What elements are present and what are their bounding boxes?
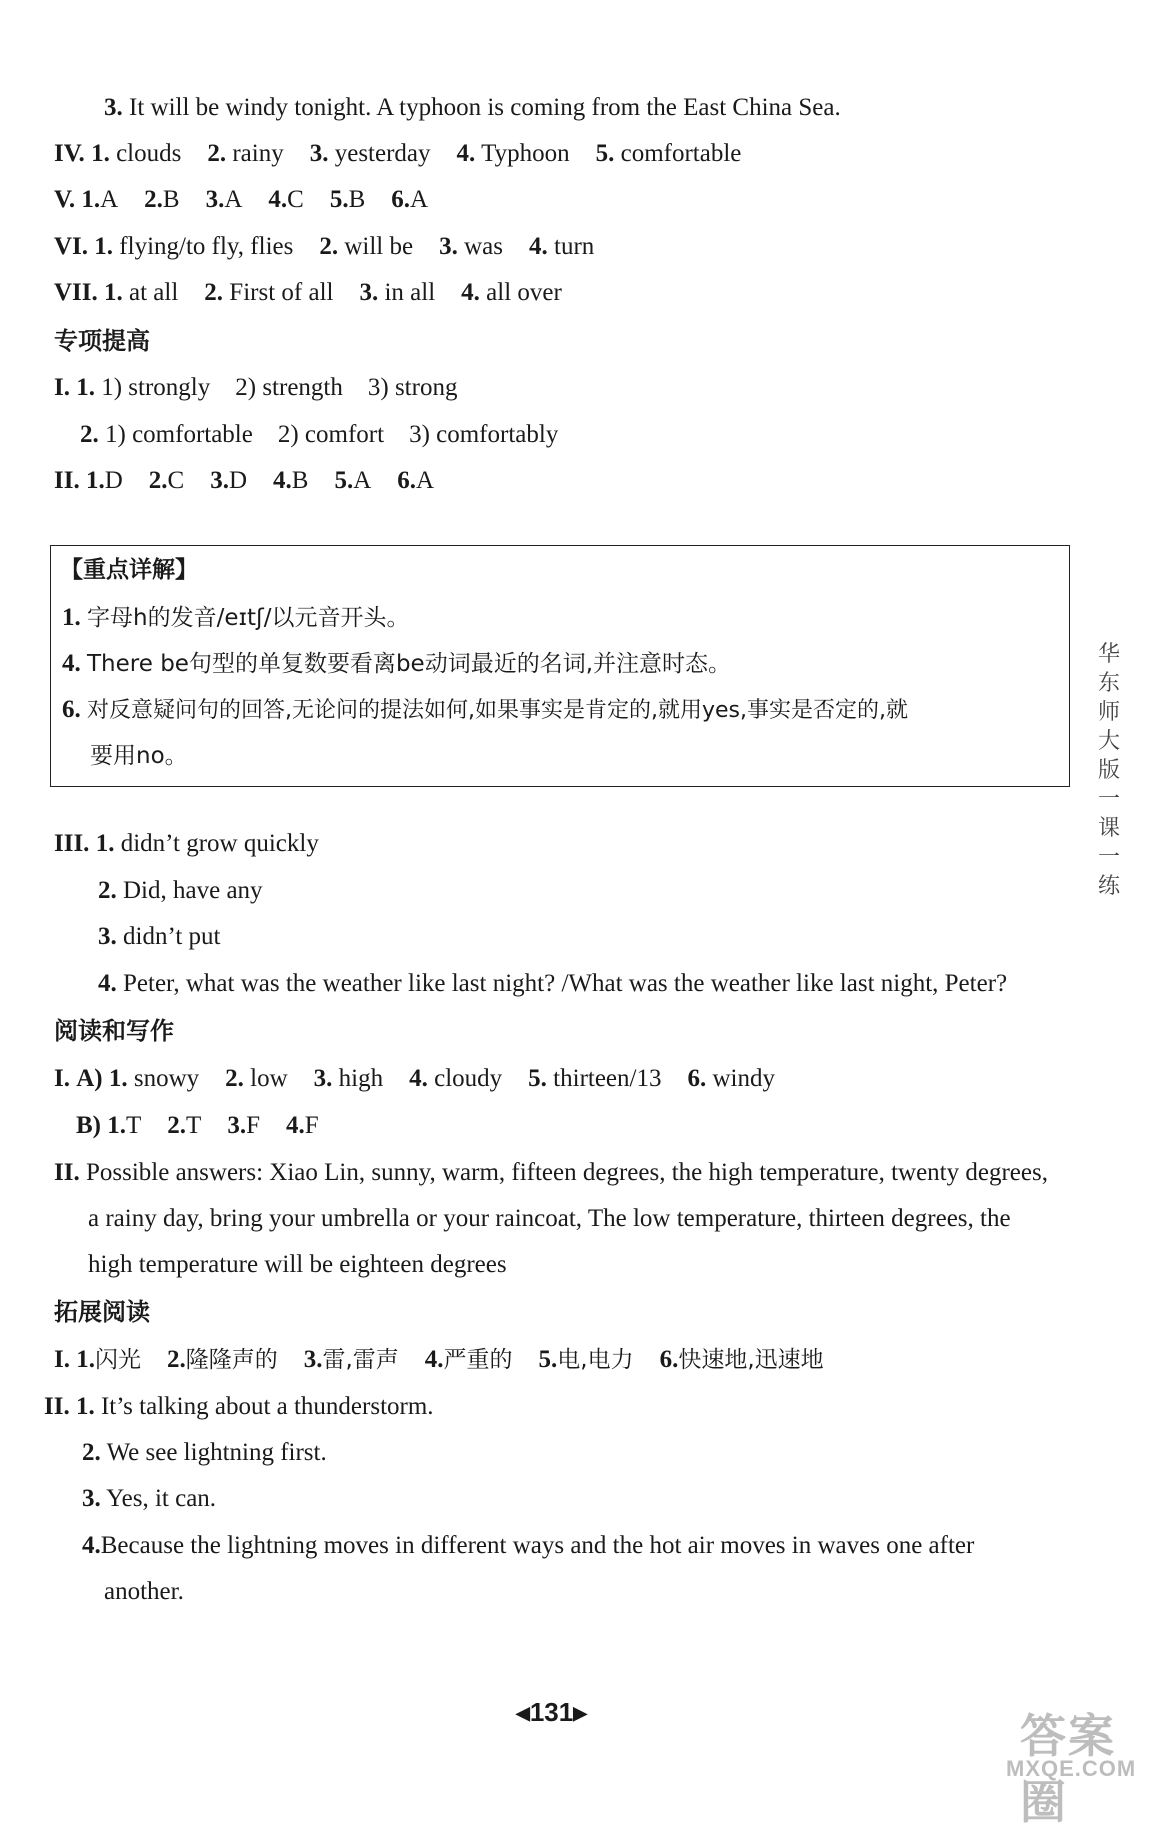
answer-line-extended-i: I. 1.闪光 2.隆隆声的 3.雷,雷声 4.严重的 5.电,电力 6.快速地,迅速地 <box>54 1346 824 1373</box>
answer-line-extended-ii-4-cont: another. <box>104 1578 184 1605</box>
answer-line-reading-ii-2: a rainy day, bring your umbrella or your raincoat, The low temperature, thirteen degrees, the <box>88 1205 1011 1232</box>
section-heading-extended: 拓展阅读 <box>54 1298 150 1326</box>
section-heading-special: 专项提高 <box>54 327 150 355</box>
answer-line-iii-4: 4. Peter, what was the weather like last night? /What was the weather like last night, Peter? <box>98 970 1008 997</box>
page-arrow-right-icon: ▶ <box>573 1703 588 1723</box>
answer-line-special-i-2: 2. 1) comfortable 2) comfort 3) comfortably <box>80 421 559 448</box>
keypoints-title: 【重点详解】 <box>60 557 198 583</box>
page-arrow-left-icon: ◀ <box>516 1703 530 1723</box>
answer-line-reading-ib: B) 1.T 2.T 3.F 4.F <box>76 1112 319 1139</box>
answer-line-vi: VI. 1. flying/to fly, flies 2. will be 3. was 4. turn <box>54 233 595 260</box>
answer-line-iv: IV. 1. clouds 2. rainy 3. yesterday 4. Typhoon 5. comfortable <box>54 140 742 167</box>
answer-line-iii-3: 3. didn’t put <box>98 923 221 950</box>
answer-line-iii-1: III. 1. didn’t grow quickly <box>54 830 319 857</box>
answer-line-extended-ii-4: 4.Because the lightning moves in different ways and the hot air moves in waves one after <box>82 1532 975 1559</box>
answer-line-special-ii: II. 1.D 2.C 3.D 4.B 5.A 6.A <box>54 467 435 494</box>
answer-line-v: V. 1.A 2.B 3.A 4.C 5.B 6.A <box>54 186 429 213</box>
answer-line-ii-3: 3. It will be windy tonight. A typhoon is coming from the East China Sea. <box>104 94 841 121</box>
section-heading-reading: 阅读和写作 <box>54 1017 174 1045</box>
side-book-title: 华东师大版一课一练 <box>1097 642 1120 899</box>
answer-line-reading-ii-1: II. Possible answers: Xiao Lin, sunny, warm, fifteen degrees, the high temperature, twenty degrees, <box>54 1159 1048 1186</box>
keypoint-1: 1. 字母h的发音/eɪtʃ/以元音开头。 <box>62 604 410 631</box>
watermark-logo: 答案圈 MXQE.COM <box>1006 1710 1137 1828</box>
answer-line-extended-ii-3: 3. Yes, it can. <box>82 1485 217 1512</box>
page-number: ◀131▶ <box>516 1697 588 1727</box>
answer-line-extended-ii-2: 2. We see lightning first. <box>82 1439 327 1466</box>
keypoint-4: 4. There be句型的单复数要看离be动词最近的名词,并注意时态。 <box>62 650 731 677</box>
answer-line-extended-ii-1: II. 1. It’s talking about a thunderstorm. <box>44 1393 434 1420</box>
answer-line-reading-ii-3: high temperature will be eighteen degrees <box>88 1251 507 1278</box>
keypoint-6: 6. 对反意疑问句的回答,无论问的提法如何,如果事实是肯定的,就用yes,事实是否定的,就 <box>62 696 908 723</box>
answer-line-special-i-1: I. 1. 1) strongly 2) strength 3) strong <box>54 374 458 401</box>
keypoint-6-cont: 要用no。 <box>90 743 188 769</box>
answer-line-reading-ia: I. A) 1. snowy 2. low 3. high 4. cloudy 5. thirteen/13 6. windy <box>54 1065 775 1092</box>
answer-line-iii-2: 2. Did, have any <box>98 877 263 904</box>
answer-line-vii: VII. 1. at all 2. First of all 3. in all 4. all over <box>54 279 562 306</box>
